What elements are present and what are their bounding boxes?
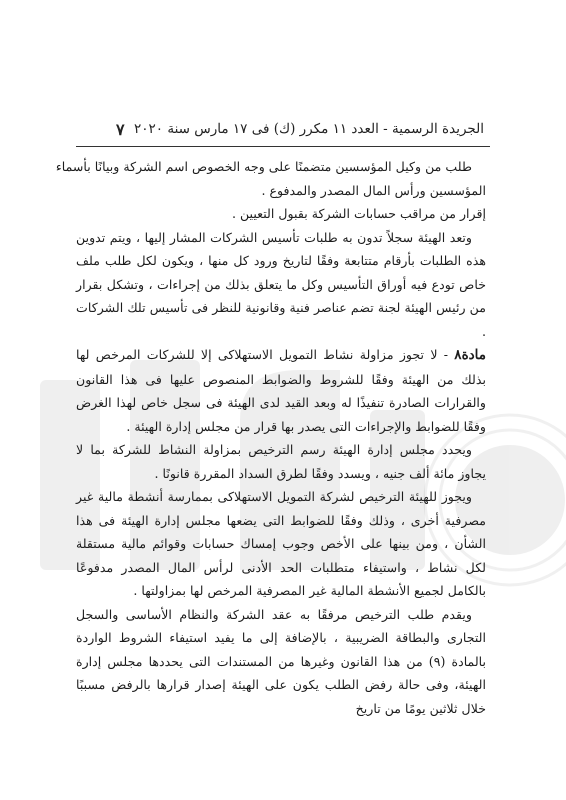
paragraph-request-line: طلب من وكيل المؤسسين متضمنًا على وجه الخصوص اسم الشركة وبيانًا بأسماء — [55, 159, 472, 174]
article-8-text: - لا تجوز مزاولة نشاط التمويل الاستهلاكى إلا للشركات المرخص لها بذلك من الهيئة وفقًا للشروط والضوابط المنصوص عليها فى هذا القانون والقرارات الصادرة تنفيذًا له وبعد القيد لدى الهيئة فى سجل خاص لهذا الغرض وفقًا للضوابط والإجراءات التى يصدر بها قرار من مجلس إدارة الهيئة . — [76, 347, 486, 434]
paragraph-license-request: ويقدم طلب الترخيص مرفقًا به عقد الشركة والنظام الأساسى والسجل التجارى والبطاقة الضريبية ، بالإضافة إلى ما يفيد استيفاء الشروط الواردة بالمادة (٩) من هذا القانون وغيرها من المستندات التى يحددها مجلس إدارة الهيئة، وفى حالة رفض الطلب يكون على الهيئة إصدار قرارها بالرفض مسببًا خلال ثلاثين يومًا من تاريخ — [76, 606, 487, 716]
article-body — [55, 155, 487, 720]
header-divider — [76, 146, 490, 147]
paragraph-license-fee: ويحدد مجلس إدارة الهيئة رسم الترخيص بمزاولة النشاط للشركة بما لا يجاوز مائة ألف جنيه ، ويسدد وفقًا لطرق السداد المقررة قانونًا . — [76, 442, 486, 481]
article-8-label: مادة٨ — [454, 347, 486, 363]
page-header — [76, 121, 484, 139]
paragraph-request-cont: المؤسسين ورأس المال المصدر والمدفوع . — [261, 182, 486, 198]
paragraph-article-8 — [76, 343, 486, 438]
paragraph-other-activities: ويجوز للهيئة الترخيص لشركة التمويل الاستهلاكى بممارسة أنشطة مالية غير مصرفية أخرى ، وذلك وفقًا للضوابط التى يضعها مجلس إدارة الهيئة فى هذا الشأن ، ومن بينها على الأخص وجوب إمساك حسابات وقوائم مالية مستقلة لكل نشاط ، واستيفاء متطلبات الحد الأدنى لرأس المال المصدر مدفوعًا بالكامل لجميع الأنشطة المالية غير المصرفية المرخص لها بمزاولتها . — [76, 489, 486, 598]
paragraph-registry: وتعد الهيئة سجلاً تدون به طلبات تأسيس الشركات المشار إليها ، ويتم تدوين هذه الطلبات بأرقام متتابعة وفقًا لتاريخ ورود كل منها ، ويكون لكل طلب ملف خاص تودع فيه أوراق التأسيس وكل ما يتعلق بذلك من إجراءات ، وتشكل بقرار من رئيس الهيئة لجنة تضم عناصر فنية وقانونية للنظر فى تأسيس تلك الشركات . — [76, 229, 486, 339]
page-number: ٧ — [116, 120, 125, 139]
gazette-header-title: الجريدة الرسمية - العدد ١١ مكرر (ك) فى ١٧ مارس سنة ٢٠٢٠ — [134, 121, 484, 137]
paragraph-auditor: إقرار من مراقب حسابات الشركة بقبول التعيين . — [231, 206, 486, 221]
